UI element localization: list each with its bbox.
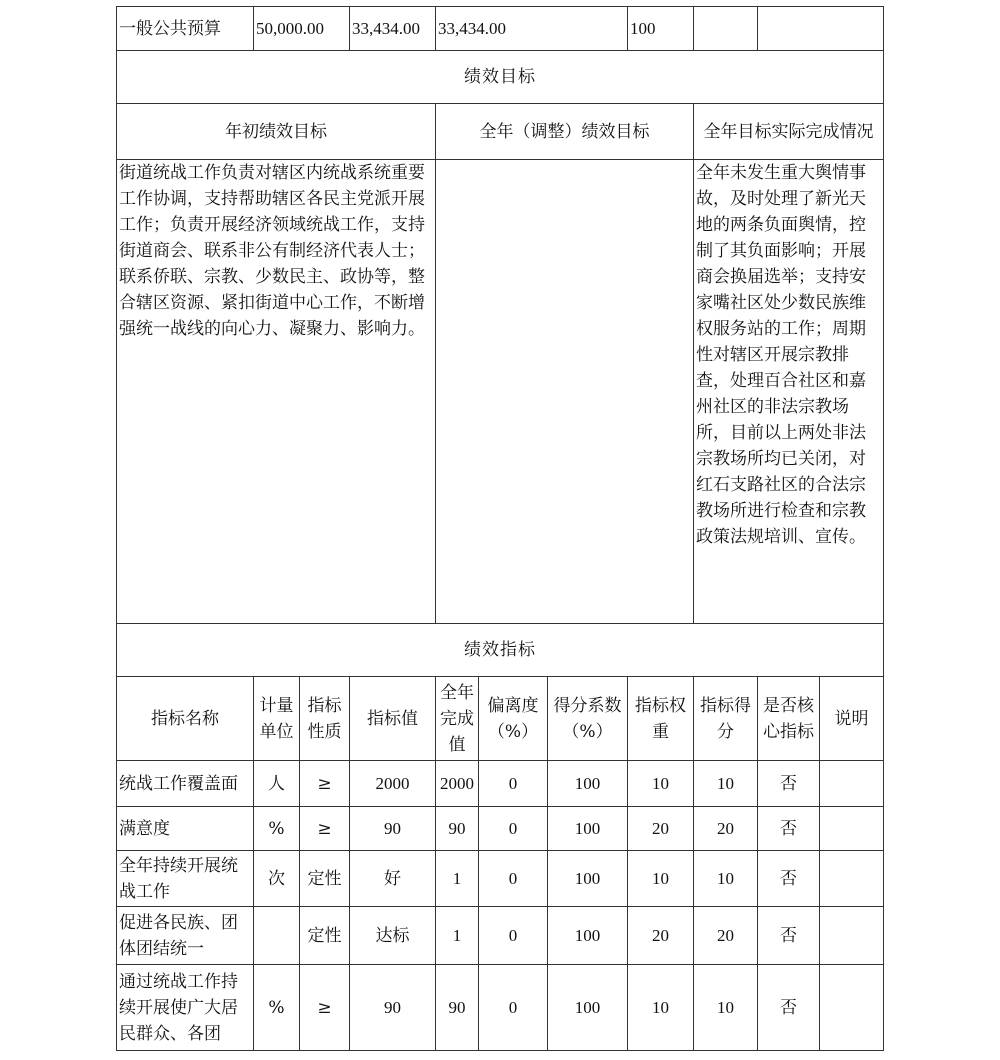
- indicator-target: 2000: [350, 761, 436, 807]
- indicator-actual: 2000: [436, 761, 479, 807]
- indicator-remark: [820, 907, 884, 965]
- goals-initial-text: 街道统战工作负责对辖区内统战系统重要工作协调，支持帮助辖区各民主党派开展工作；负责开展经济领域统战工作，支持街道商会、联系非公有制经济代表人士；联系侨联、宗教、少数民主、政协等，整合辖区资源、紧扣街道中心工作，不断增强统一战线的向心力、凝聚力、影响力。: [117, 160, 436, 624]
- indicator-coefficient: 100: [548, 965, 628, 1051]
- indicator-remark: [820, 761, 884, 807]
- goals-header-adjusted: 全年（调整）绩效目标: [436, 104, 694, 160]
- indicators-section-title: 绩效指标: [117, 624, 884, 677]
- header-target-value: 指标值: [350, 677, 436, 761]
- header-score: 指标得分: [694, 677, 758, 761]
- indicator-weight: 10: [628, 965, 694, 1051]
- budget-value-4: 100: [628, 7, 694, 51]
- indicator-coefficient: 100: [548, 907, 628, 965]
- indicator-is-core: 否: [758, 851, 820, 907]
- indicator-is-core: 否: [758, 965, 820, 1051]
- indicator-name: 统战工作覆盖面: [117, 761, 254, 807]
- header-actual-value: 全年完成值: [436, 677, 479, 761]
- goals-adjusted-text: [436, 160, 694, 624]
- header-unit: 计量单位: [254, 677, 300, 761]
- document-table-region: [116, 6, 883, 1051]
- budget-value-1: 50,000.00: [254, 7, 350, 51]
- indicator-is-core: 否: [758, 807, 820, 851]
- indicator-unit: %: [254, 965, 300, 1051]
- indicator-score: 10: [694, 965, 758, 1051]
- header-score-coefficient: 得分系数（%）: [548, 677, 628, 761]
- indicator-target: 90: [350, 807, 436, 851]
- indicator-name: 促进各民族、团体团结统一: [117, 907, 254, 965]
- indicator-deviation: 0: [479, 851, 548, 907]
- indicator-deviation: 0: [479, 965, 548, 1051]
- budget-value-6: [758, 7, 884, 51]
- indicator-score: 10: [694, 851, 758, 907]
- indicator-score: 20: [694, 807, 758, 851]
- goals-actual-text: 全年未发生重大舆情事故，及时处理了新光天地的两条负面舆情，控制了其负面影响；开展商会换届选举；支持安家嘴社区处少数民族维权服务站的工作；周期性对辖区开展宗教排查，处理百合社区和嘉州社区的非法宗教场所，目前以上两处非法宗教场所均已关闭，对红石支路社区的合法宗教场所进行检查和宗教政策法规培训、宣传。: [694, 160, 884, 624]
- indicator-unit: %: [254, 807, 300, 851]
- indicator-score: 10: [694, 761, 758, 807]
- budget-name: 一般公共预算: [117, 7, 254, 51]
- goals-header-actual: 全年目标实际完成情况: [694, 104, 884, 160]
- indicator-weight: 10: [628, 761, 694, 807]
- indicator-deviation: 0: [479, 907, 548, 965]
- indicator-row: [117, 851, 884, 907]
- indicator-coefficient: 100: [548, 851, 628, 907]
- goals-content-row: [117, 160, 884, 624]
- indicator-nature: ≥: [300, 807, 350, 851]
- performance-table: [116, 6, 884, 1051]
- goals-section-title: 绩效目标: [117, 51, 884, 104]
- indicator-name: 满意度: [117, 807, 254, 851]
- indicators-title-row: [117, 624, 884, 677]
- budget-value-3: 33,434.00: [436, 7, 628, 51]
- indicator-coefficient: 100: [548, 807, 628, 851]
- indicator-remark: [820, 851, 884, 907]
- indicator-target: 好: [350, 851, 436, 907]
- indicator-row: [117, 907, 884, 965]
- budget-value-5: [694, 7, 758, 51]
- indicator-actual: 90: [436, 965, 479, 1051]
- budget-row: [117, 7, 884, 51]
- indicator-name: 通过统战工作持续开展使广大居民群众、各团: [117, 965, 254, 1051]
- indicators-header-row: [117, 677, 884, 761]
- indicator-coefficient: 100: [548, 761, 628, 807]
- header-indicator-name: 指标名称: [117, 677, 254, 761]
- indicator-remark: [820, 965, 884, 1051]
- indicator-unit: 人: [254, 761, 300, 807]
- indicator-weight: 10: [628, 851, 694, 907]
- indicator-actual: 1: [436, 907, 479, 965]
- indicator-unit: 次: [254, 851, 300, 907]
- indicator-weight: 20: [628, 807, 694, 851]
- header-deviation: 偏离度（%）: [479, 677, 548, 761]
- indicator-row: [117, 965, 884, 1051]
- indicator-nature: 定性: [300, 907, 350, 965]
- indicator-nature: ≥: [300, 965, 350, 1051]
- header-weight: 指标权重: [628, 677, 694, 761]
- indicator-weight: 20: [628, 907, 694, 965]
- indicator-row: [117, 761, 884, 807]
- goals-header-row: [117, 104, 884, 160]
- indicator-unit: [254, 907, 300, 965]
- indicator-deviation: 0: [479, 807, 548, 851]
- budget-value-2: 33,434.00: [350, 7, 436, 51]
- indicator-is-core: 否: [758, 907, 820, 965]
- header-remark: 说明: [820, 677, 884, 761]
- indicator-target: 90: [350, 965, 436, 1051]
- indicator-is-core: 否: [758, 761, 820, 807]
- goals-title-row: [117, 51, 884, 104]
- indicator-name: 全年持续开展统战工作: [117, 851, 254, 907]
- indicator-score: 20: [694, 907, 758, 965]
- indicator-actual: 1: [436, 851, 479, 907]
- indicator-nature: ≥: [300, 761, 350, 807]
- header-is-core: 是否核心指标: [758, 677, 820, 761]
- indicator-actual: 90: [436, 807, 479, 851]
- header-nature: 指标性质: [300, 677, 350, 761]
- goals-header-initial: 年初绩效目标: [117, 104, 436, 160]
- indicator-remark: [820, 807, 884, 851]
- indicator-nature: 定性: [300, 851, 350, 907]
- indicator-deviation: 0: [479, 761, 548, 807]
- indicator-target: 达标: [350, 907, 436, 965]
- indicator-row: [117, 807, 884, 851]
